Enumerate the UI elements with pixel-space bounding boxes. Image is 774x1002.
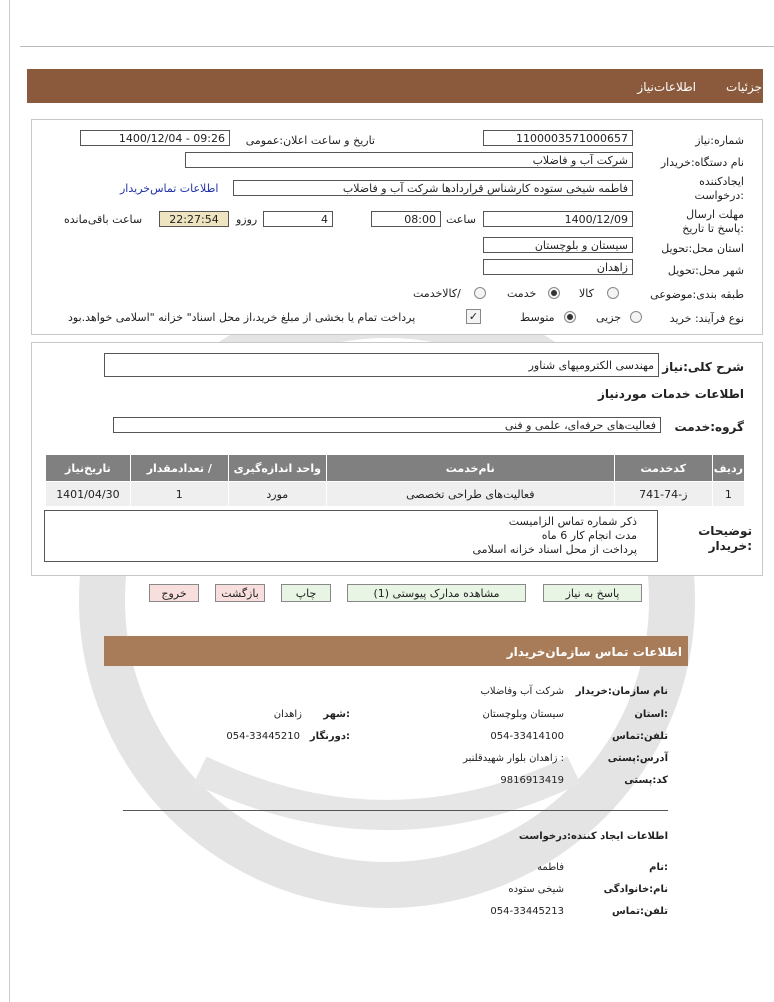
services-title: اطلاعات خدمات موردنیاز xyxy=(597,387,744,401)
radio-partial-label: جزیی xyxy=(596,311,622,324)
radio-goods-label: کالا xyxy=(579,287,594,300)
cell-service-name: فعالیت‌های طراحی تخصصی xyxy=(326,482,614,507)
creator-label: ایجادکننده :درخواست xyxy=(694,175,744,202)
days-field: 4 xyxy=(263,211,333,227)
buyer-contact-link[interactable]: اطلاعات تماس‌خریدار xyxy=(120,182,219,195)
creator-section-title: اطلاعات ایجاد کننده:درخواست xyxy=(518,831,668,842)
table-header-row xyxy=(46,455,745,482)
creator-phone-label: تلفن:تماس xyxy=(611,906,668,917)
contact-fax-value: 054-33445210 xyxy=(226,731,300,742)
deadline-time-field: 08:00 xyxy=(371,211,441,227)
radio-goods-service-label: /کالاخدمت xyxy=(413,287,461,300)
creator-family-value: شیخی ستوده xyxy=(508,884,564,895)
col-row: ردیف xyxy=(712,455,744,482)
radio-service-label: خدمت xyxy=(507,287,537,300)
contact-postal-label: کد:پستی xyxy=(624,775,668,786)
general-desc-field: مهندسی الکترومپهای شناور xyxy=(104,353,659,377)
services-table xyxy=(45,454,745,507)
contact-address-label: آدرس:پستی xyxy=(607,753,668,764)
top-divider xyxy=(20,46,774,47)
left-border xyxy=(9,0,10,1002)
notes-label: توضیحات :خریدار xyxy=(698,524,752,553)
radio-partial[interactable] xyxy=(630,311,642,323)
time-label: ساعت xyxy=(446,213,476,226)
contact-province-value: سیستان وبلوچستان xyxy=(482,709,564,720)
general-desc-label: شرح کلی:نیاز xyxy=(662,360,744,374)
cell-quantity: 1 xyxy=(130,482,228,507)
creator-name-value: فاطمه xyxy=(537,862,564,873)
col-need-date: تاریخ‌نیاز xyxy=(46,455,131,482)
need-number-label: شماره:نیاز xyxy=(695,134,744,147)
radio-goods[interactable] xyxy=(607,287,619,299)
province-field: سیستان و بلوچستان xyxy=(483,237,633,253)
announce-label: تاریخ و ساعت اعلان:عمومی xyxy=(245,134,375,147)
col-service-code: کدخدمت xyxy=(614,455,712,482)
contact-city-label: :شهر xyxy=(323,709,350,720)
radio-service[interactable] xyxy=(548,287,560,299)
notes-line-3: پرداخت از محل اسناد خزانه اسلامی xyxy=(472,543,637,556)
contact-title: اطلاعات تماس سازمان‌خریدار xyxy=(506,645,682,659)
col-unit: واحد اندازه‌گیری xyxy=(228,455,326,482)
creator-field: فاطمه شیخی ستوده کارشناس قراردادها شرکت آب و فاضلاب xyxy=(233,180,633,196)
contact-phone-label: تلفن:تماس xyxy=(611,731,668,742)
contact-org-value: شرکت آب وفاضلاب xyxy=(480,686,564,697)
exit-button[interactable]: خروج xyxy=(149,584,199,602)
announce-field: 1400/12/04 - 09:26 xyxy=(80,130,230,146)
remaining-label: ساعت باقی‌مانده xyxy=(64,213,143,226)
creator-phone-value: 054-33445213 xyxy=(490,906,564,917)
buyer-org-label: نام دستگاه:خریدار xyxy=(660,156,744,169)
radio-medium-label: متوسط xyxy=(520,311,555,324)
payment-note: پرداخت تمام یا بخشی از مبلغ خرید،از محل اسناد" خزانه "اسلامی خواهد.بود xyxy=(68,311,416,324)
contact-phone-value: 054-33414100 xyxy=(490,731,564,742)
col-quantity: / تعدادمقدار xyxy=(130,455,228,482)
cell-row: 1 xyxy=(712,482,744,507)
contact-address-value: : زاهدان بلوار شهیدقلنبر xyxy=(463,753,564,764)
contact-postal-value: 9816913419 xyxy=(500,775,564,786)
deadline-date-field: 1400/12/09 xyxy=(483,211,633,227)
payment-checkbox[interactable]: ✓ xyxy=(466,309,481,324)
radio-goods-service[interactable] xyxy=(474,287,486,299)
cell-need-date: 1401/04/30 xyxy=(46,482,131,507)
contact-province-label: :استان xyxy=(634,709,668,720)
cell-service-code: ز-74-741 xyxy=(614,482,712,507)
group-field: فعالیت‌های حرفه‌ای، علمی و فنی xyxy=(113,417,661,433)
deadline-label: مهلت ارسال :پاسخ تا تاریخ xyxy=(682,208,744,235)
col-service-name: نام‌خدمت xyxy=(326,455,614,482)
process-label: نوع فرآیند: خرید xyxy=(669,312,744,325)
contact-city-value: زاهدان xyxy=(273,709,302,720)
print-button[interactable]: چاپ xyxy=(281,584,331,602)
back-button[interactable]: بازگشت xyxy=(215,584,265,602)
day-label: روزو xyxy=(236,213,258,226)
contact-org-label: نام سازمان:خریدار xyxy=(575,686,668,697)
buyer-org-field: شرکت آب و فاضلاب xyxy=(185,152,633,168)
city-field: زاهدان xyxy=(483,259,633,275)
notes-line-1: ذکر شماره تماس الزامیست xyxy=(508,515,637,528)
tab-need-info[interactable]: اطلاعات‌نیاز xyxy=(637,80,696,94)
contact-fax-label: :دورنگار xyxy=(309,731,350,742)
notes-line-2: مدت انجام کار 6 ماه xyxy=(541,529,637,542)
need-number-field: 1100003571000657 xyxy=(483,130,633,146)
category-label: طبقه بندی:موضوعی xyxy=(650,288,744,301)
contact-divider xyxy=(123,810,668,811)
province-label: استان محل:تحویل xyxy=(661,242,744,255)
radio-medium[interactable] xyxy=(564,311,576,323)
notes-box xyxy=(44,510,658,562)
cell-unit: مورد xyxy=(228,482,326,507)
remaining-time-field: 22:27:54 xyxy=(159,211,229,227)
group-label: گروه:خدمت xyxy=(674,420,744,434)
creator-family-label: نام:خانوادگی xyxy=(603,884,668,895)
creator-name-label: :نام xyxy=(649,862,668,873)
attachments-button[interactable]: مشاهده مدارک پیوستی (1) xyxy=(347,584,526,602)
table-row xyxy=(46,482,745,507)
city-label: شهر محل:تحویل xyxy=(667,264,744,277)
reply-button[interactable]: پاسخ به نیاز xyxy=(543,584,642,602)
tab-details[interactable]: جزئیات xyxy=(726,80,762,94)
